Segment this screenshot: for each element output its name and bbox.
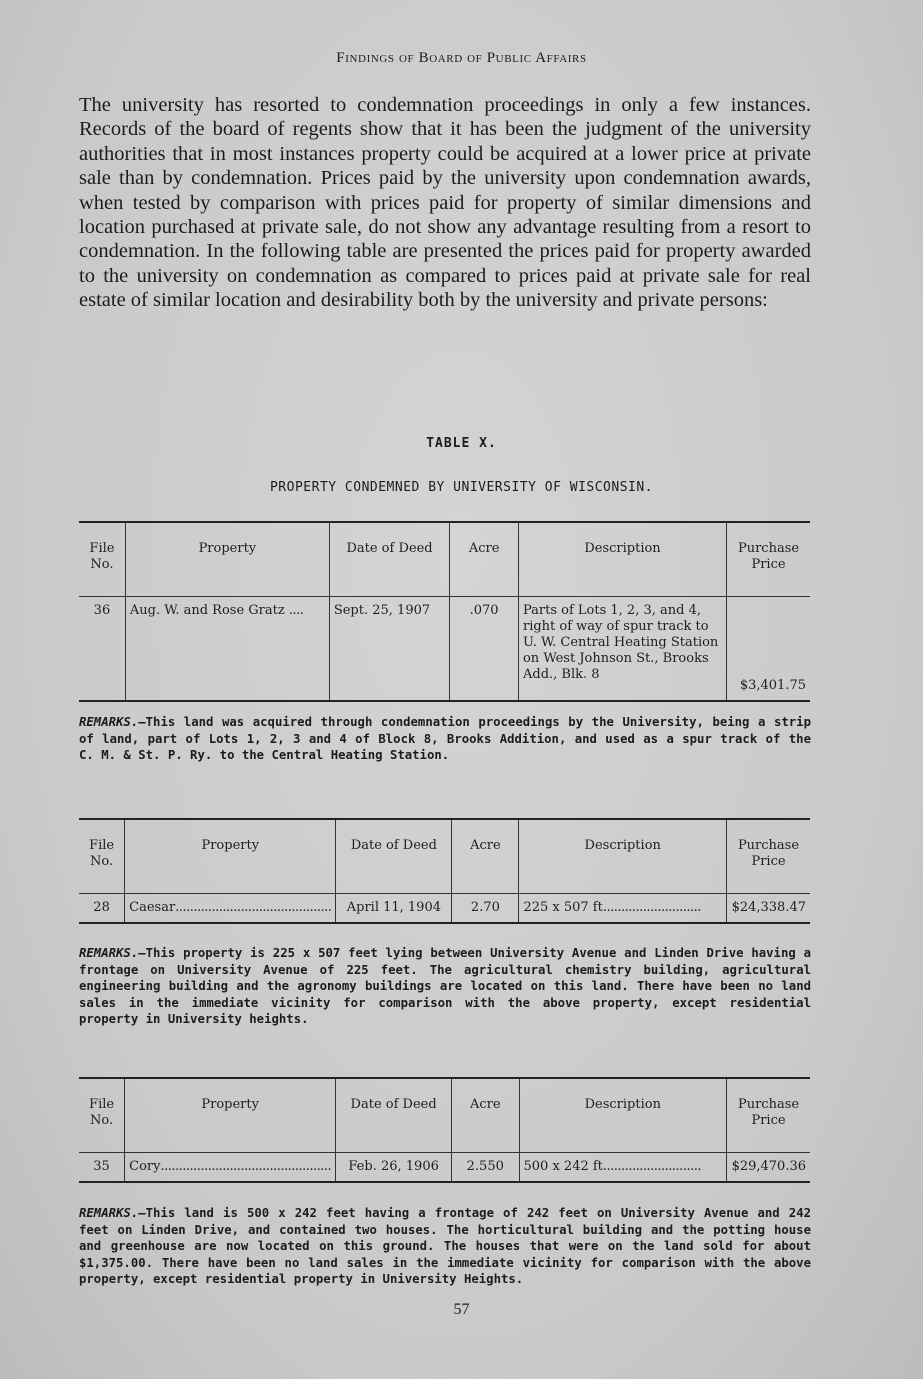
description xyxy=(519,1153,727,1183)
col-header-acre: Acre xyxy=(450,522,519,597)
col-header-price: Purchase Price xyxy=(727,522,810,597)
col-header-date: Date of Deed xyxy=(336,1078,452,1153)
purchase-price: $24,338.47 xyxy=(727,894,811,924)
remarks-text: —This land was acquired through condemnation proceedings by the University, being a strip of land, part of Lots 1, 2, 3 and 4 of Block 8, Brooks Addition, and used as a spur track of the C. M. & St. P. Ry. to the Central Heating Station. xyxy=(79,715,811,762)
remarks-label: REMARKS. xyxy=(79,1206,139,1220)
remarks-text: —This property is 225 x 507 feet lying between University Avenue and Linden Drive having a frontage on University Avenue of 225 feet. The agricultural chemistry building, agricultural engineering building and the agronomy buildings are located on this land. There have been no land sales in the immediate vicinity for comparison with the above property, except residential property in University heights. xyxy=(79,946,811,1026)
purchase-price xyxy=(727,597,810,701)
table-number: TABLE X. xyxy=(426,436,497,451)
page-number: 57 xyxy=(453,1301,470,1318)
description-text: 225 x 507 ft xyxy=(523,900,603,915)
property-name xyxy=(125,894,336,924)
description: Parts of Lots 1, 2, 3, and 4, right of way of spur track to U. W. Central Heating Station on West Johnson St., Brooks Add., Blk. 8 xyxy=(518,597,726,701)
table-row xyxy=(79,894,810,924)
acreage: 2.550 xyxy=(452,1153,519,1183)
col-header-property: Property xyxy=(125,1078,336,1153)
property-name xyxy=(125,597,329,701)
remarks-label: REMARKS. xyxy=(79,715,139,729)
deed-date: April 11, 1904 xyxy=(336,894,452,924)
col-header-price: Purchase Price xyxy=(727,1078,810,1153)
col-header-file: File No. xyxy=(79,522,125,597)
description-leader: ........................... xyxy=(602,1159,701,1174)
col-header-date: Date of Deed xyxy=(329,522,449,597)
col-header-acre: Acre xyxy=(452,1078,519,1153)
col-header-file: File No. xyxy=(79,819,125,894)
col-header-description: Description xyxy=(519,819,727,894)
property-name xyxy=(125,1153,336,1183)
deed-date: Feb. 26, 1906 xyxy=(336,1153,452,1183)
col-header-file: File No. xyxy=(79,1078,125,1153)
file-number: 35 xyxy=(93,1159,110,1174)
table-row xyxy=(79,1153,810,1183)
file-number: 28 xyxy=(93,900,110,915)
col-header-date: Date of Deed xyxy=(336,819,452,894)
col-header-property: Property xyxy=(125,522,329,597)
remarks-text: —This land is 500 x 242 feet having a frontage of 242 feet on University Avenue and 242 feet on Linden Drive, and contained two houses. The horticultural building and the potting house and greenhouse are now located on this ground. The houses that were on the land sold for about $1,375.00. There have been no land sales in the immediate vicinity for comparison with the above property, except residential property in University Heights. xyxy=(79,1206,811,1286)
col-header-description: Description xyxy=(519,1078,727,1153)
col-header-acre: Acre xyxy=(452,819,519,894)
property-table-3 xyxy=(79,1077,810,1183)
col-header-description: Description xyxy=(518,522,726,597)
property-name-text: Aug. W. and Rose Gratz xyxy=(129,603,285,618)
description xyxy=(519,894,727,924)
purchase-price: $29,470.36 xyxy=(727,1153,810,1183)
description-text: 500 x 242 ft xyxy=(523,1159,603,1174)
remarks-1 xyxy=(79,714,811,764)
acreage: .070 xyxy=(450,597,519,701)
property-leader: ........................................... xyxy=(175,900,332,915)
property-table-2 xyxy=(79,818,810,924)
table-title: PROPERTY CONDEMNED BY UNIVERSITY OF WISCONSIN. xyxy=(269,480,654,495)
file-number: 36 xyxy=(93,603,111,618)
description-leader: ........................... xyxy=(602,900,701,915)
running-head: Findings of Board of Public Affairs xyxy=(336,50,587,66)
intro-paragraph: The university has resorted to condemnation proceedings in only a few instances. Records of the board of regents show that it has been the judgment of the university authorities that in most instances property could be acquired at a lower price at private sale than by condemnation. Prices paid by the university upon condemnation awards, when tested by comparison with prices paid for property of similar dimensions and location purchased at private sale, do not show any advantage resulting from a resort to condemnation. In the following table are presented the prices paid for property awarded to the university on condemnation as compared to prices paid at private sale for real estate of similar location and desirability both by the university and private persons: xyxy=(79,94,811,312)
property-leader: .... xyxy=(288,603,304,618)
col-header-price: Purchase Price xyxy=(727,819,811,894)
property-table-1 xyxy=(79,521,810,702)
purchase-price-value: $3,401.75 xyxy=(739,677,806,693)
property-leader: ............................................... xyxy=(160,1159,332,1174)
property-name-text: Caesar xyxy=(129,900,176,915)
remarks-2 xyxy=(79,945,811,1028)
col-header-property: Property xyxy=(125,819,336,894)
acreage: 2.70 xyxy=(452,894,519,924)
deed-date: Sept. 25, 1907 xyxy=(329,597,449,701)
remarks-3 xyxy=(79,1205,811,1288)
table-row xyxy=(79,597,810,701)
remarks-label: REMARKS. xyxy=(79,946,139,960)
property-name-text: Cory xyxy=(129,1159,161,1174)
